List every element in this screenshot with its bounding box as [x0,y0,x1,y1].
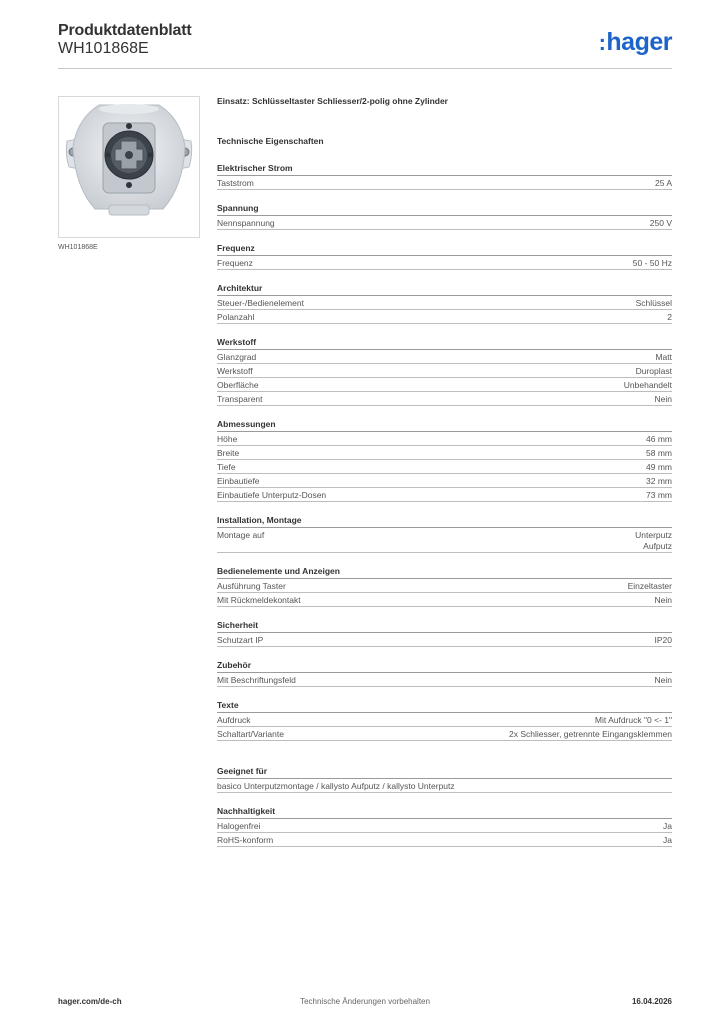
spec-row [217,310,672,324]
spec-label: Transparent [217,394,263,404]
spec-value [650,218,672,229]
spec-value-line: Schlüssel [635,298,672,308]
spec-group-title: Frequenz [217,241,672,256]
spec-value-line: 73 mm [646,490,672,500]
spec-value [509,729,672,740]
spec-value-line: Matt [655,352,672,362]
spec-value [655,394,672,405]
spec-label: Frequenz [217,258,253,268]
spec-label: Schutzart IP [217,635,264,645]
spec-value-line: Duroplast [635,366,672,376]
spec-value-line: 46 mm [646,434,672,444]
specs-panel [217,95,672,847]
spec-label: Mit Beschriftungsfeld [217,675,296,685]
spec-row [217,593,672,607]
spec-value [655,635,673,646]
sustainability-rows [217,819,672,847]
spec-label: Höhe [217,434,238,444]
spec-label: Polanzahl [217,312,255,322]
spec-label: Ausführung Taster [217,581,286,591]
footer-website: hager.com/de-ch [58,997,122,1006]
spec-group-title: Werkstoff [217,335,672,350]
spec-label: Montage auf [217,530,265,540]
spec-row [217,633,672,647]
header-divider [58,68,672,69]
spec-value [624,380,672,391]
spec-value [646,434,672,445]
spec-group-title: Installation, Montage [217,513,672,528]
spec-value-line: Ja [663,835,672,845]
spec-value-line: 2 [667,312,672,322]
spec-label: Mit Rückmeldekontakt [217,595,301,605]
spec-value-line: 49 mm [646,462,672,472]
spec-group-title: Bedienelemente und Anzeigen [217,564,672,579]
spec-row [217,364,672,378]
spec-value-line: 250 V [649,218,672,228]
spec-label: Breite [217,448,240,458]
spec-value-line: Ja [663,821,672,831]
spec-label: RoHS-konform [217,835,274,845]
spec-value-line: Unbehandelt [623,380,672,390]
spec-group-title: Elektrischer Strom [217,161,672,176]
spec-row [217,460,672,474]
spec-value [663,821,672,832]
product-id: WH101868E [58,40,149,57]
hager-logo [599,28,672,57]
spec-row [217,432,672,446]
spec-value [646,476,672,487]
suitable-for-title: Geeignet für [217,764,672,779]
spec-value [655,595,672,606]
spec-label: Schaltart/Variante [217,729,284,739]
spec-label: Taststrom [217,178,254,188]
logo-text: hager [606,28,672,56]
spec-label: Glanzgrad [217,352,257,362]
spec-group-title: Zubehör [217,658,672,673]
spec-value [655,675,672,686]
spec-value-line: 50 - 50 Hz [632,258,672,268]
spec-value-line: Einzeltaster [627,581,672,591]
spec-row [217,579,672,593]
spec-value [635,530,672,552]
spec-label: Einbautiefe [217,476,260,486]
spec-group-title: Sicherheit [217,618,672,633]
footer-date: 16.04.2026 [631,997,672,1006]
spec-value [633,258,672,269]
spec-row [217,713,672,727]
spec-row [217,673,672,687]
spec-row [217,392,672,406]
spec-row [217,350,672,364]
spec-value-line: Nein [654,394,672,404]
product-image [58,96,200,238]
insert-title: Einsatz: Schlüsseltaster Schliesser/2-polig ohne Zylinder [217,96,448,106]
spec-group-title: Texte [217,698,672,713]
spec-value-line: 2x Schliesser, getrennte Eingangsklemmen [508,729,672,739]
spec-row [217,833,672,847]
spec-value [667,312,672,323]
image-caption: WH101868E [58,244,98,251]
spec-value [655,352,672,363]
spec-value-line: 25 A [654,178,672,188]
sustainability-title: Nachhaltigkeit [217,804,672,819]
spec-groups [217,161,672,741]
spec-row [217,727,672,741]
spec-group-title: Spannung [217,201,672,216]
spec-label: Nennspannung [217,218,275,228]
spec-label: Oberfläche [217,380,259,390]
spec-row [217,378,672,392]
spec-row [217,819,672,833]
spec-value-line: Mit Aufdruck "0 <- 1" [594,715,672,725]
document-title: Produktdatenblatt [58,22,192,39]
spec-label: Tiefe [217,462,236,472]
spec-label: Aufdruck [217,715,251,725]
spec-label: Einbautiefe Unterputz-Dosen [217,490,327,500]
tech-properties-heading: Technische Eigenschaften [217,136,324,146]
page-header [58,20,672,68]
spec-value-line: Aufputz [643,541,672,551]
spec-value-line: 32 mm [646,476,672,486]
spec-value [646,462,672,473]
spec-row [217,296,672,310]
spec-row [217,528,672,553]
spec-label: Halogenfrei [217,821,261,831]
spec-value-line: 58 mm [646,448,672,458]
spec-value [663,835,672,846]
spec-label: Steuer-/Bedienelement [217,298,304,308]
spec-value-line: Nein [654,675,672,685]
footer-notice: Technische Änderungen vorbehalten [300,997,430,1006]
spec-value [646,490,672,501]
spec-value [595,715,672,726]
spec-row [217,216,672,230]
spec-label: Werkstoff [217,366,253,376]
spec-row [217,256,672,270]
spec-value [636,298,672,309]
spec-value [646,448,672,459]
logo-prefix: : [598,30,606,55]
spec-row [217,488,672,502]
spec-value-line: Nein [654,595,672,605]
spec-group-title: Architektur [217,281,672,296]
spec-row [217,446,672,460]
spec-value [655,178,672,189]
key-switch-illustration [59,97,199,237]
spec-group-title: Abmessungen [217,417,672,432]
spec-value [636,366,672,377]
suitable-for-text: basico Unterputzmontage / kallysto Aufputz / kallysto Unterputz [217,779,672,793]
spec-row [217,176,672,190]
spec-value-line: IP20 [654,635,672,645]
spec-value [628,581,672,592]
spec-value-line: Unterputz [635,530,672,540]
spec-row [217,474,672,488]
